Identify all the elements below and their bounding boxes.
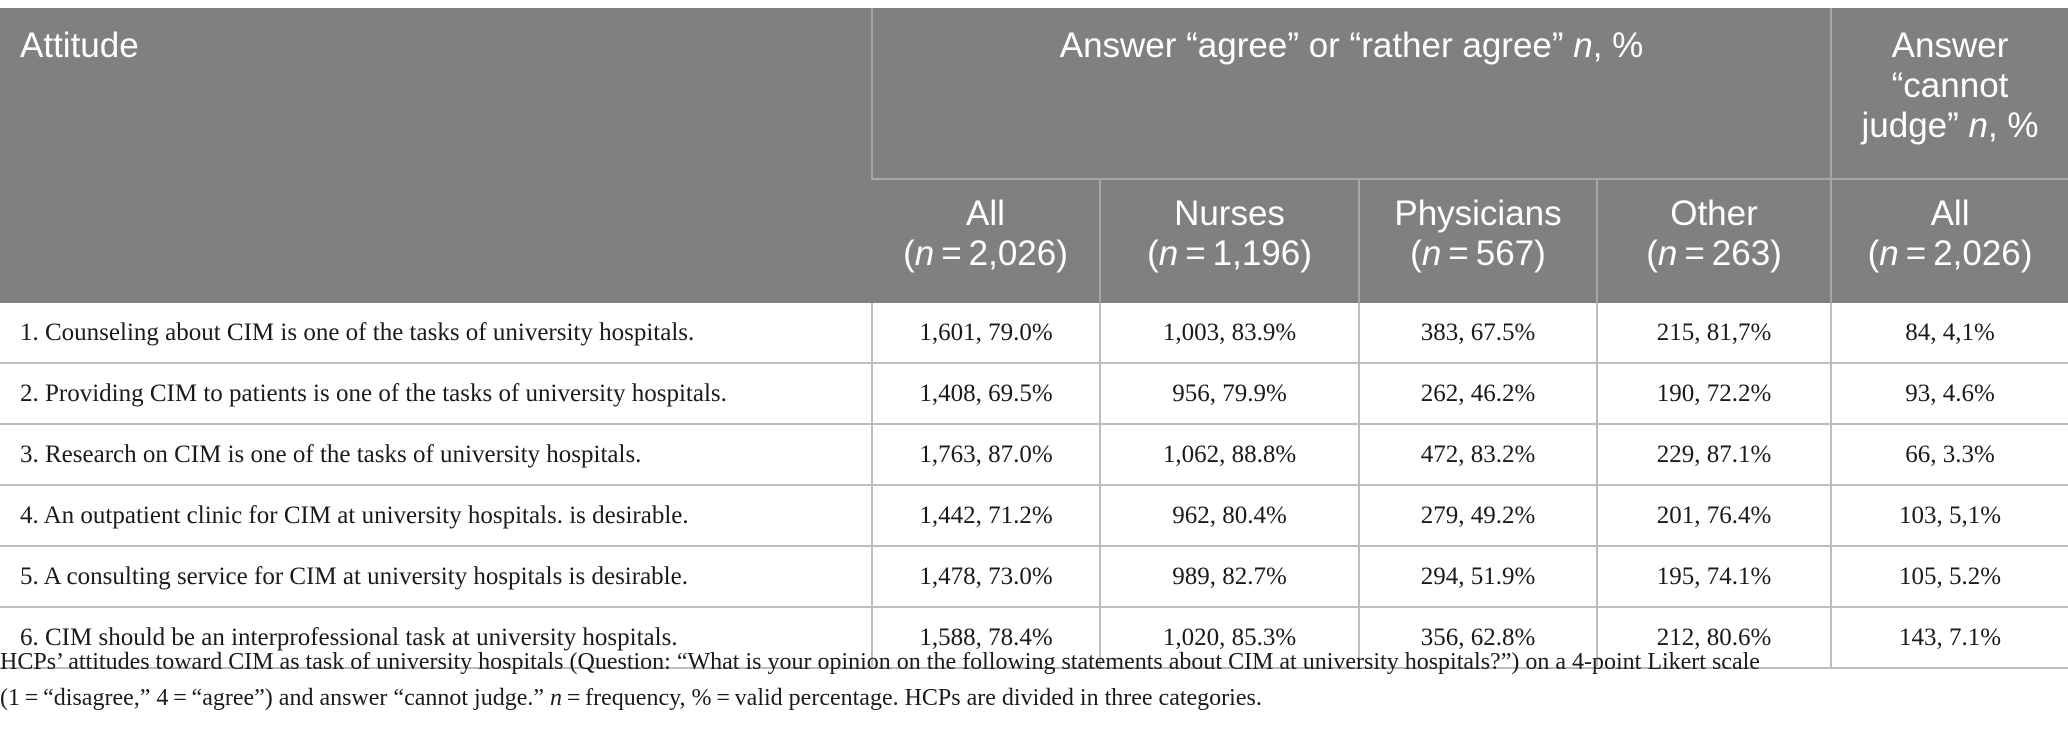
subheader-cannot-all-n: n [1879,234,1899,273]
subheader-physicians-open: ( [1410,234,1422,273]
subheader-other-count: = 263) [1677,234,1782,273]
cell-other: 215, 81,7% [1597,303,1831,363]
cell-all: 1,442, 71.2% [872,485,1100,546]
header-attitude-label: Attitude [20,26,139,65]
cannot-group-line1: Answer [1891,26,2009,65]
table-header [0,8,2068,303]
subheader-cannot-all-label: All [1930,194,1970,233]
cannot-group-line2: “cannot [1891,66,2009,105]
cell-all: 1,408, 69.5% [872,363,1100,424]
table-row [0,485,2068,546]
subheader-physicians-count: = 567) [1441,234,1546,273]
cell-other: 195, 74.1% [1597,546,1831,607]
cell-physicians: 262, 46.2% [1359,363,1597,424]
results-table-container [0,8,2068,669]
cannot-group-suffix: , % [1987,106,2039,145]
subheader-nurses-label: Nurses [1174,194,1285,233]
table-row [0,424,2068,485]
agree-group-suffix: , % [1592,26,1644,65]
cell-all: 1,763, 87.0% [872,424,1100,485]
subheader-physicians [1359,179,1597,303]
cell-cannot-judge: 103, 5,1% [1831,485,2068,546]
cell-all: 1,588, 78.4% [872,607,1100,668]
cell-physicians: 279, 49.2% [1359,485,1597,546]
cell-other: 212, 80.6% [1597,607,1831,668]
subheader-all-count: = 2,026) [934,234,1068,273]
cell-attitude: 2. Providing CIM to patients is one of the tasks of university hospitals. [0,363,872,424]
cell-physicians: 294, 51.9% [1359,546,1597,607]
cell-other: 229, 87.1% [1597,424,1831,485]
subheader-cannot-all-open: ( [1867,234,1880,273]
cell-other: 201, 76.4% [1597,485,1831,546]
cell-attitude: 3. Research on CIM is one of the tasks of university hospitals. [0,424,872,485]
cell-nurses: 962, 80.4% [1100,485,1359,546]
table-row [0,546,2068,607]
subheader-physicians-label: Physicians [1394,194,1562,233]
subheader-all-open: ( [903,234,915,273]
cell-cannot-judge: 66, 3.3% [1831,424,2068,485]
cell-cannot-judge: 84, 4,1% [1831,303,2068,363]
cell-physicians: 356, 62.8% [1359,607,1597,668]
subheader-other-open: ( [1646,234,1658,273]
table-footnote [0,644,2068,716]
cannot-group-line3: judge” [1861,106,1969,145]
cell-nurses: 956, 79.9% [1100,363,1359,424]
cell-nurses: 1,020, 85.3% [1100,607,1359,668]
subheader-other-n: n [1657,234,1678,273]
subheader-other [1597,179,1831,303]
cell-attitude: 1. Counseling about CIM is one of the tasks of university hospitals. [0,303,872,363]
table-row [0,363,2068,424]
subheader-nurses-n: n [1158,234,1179,273]
attitudes-table [0,8,2068,669]
footnote-line2 [0,680,2068,716]
cell-physicians: 472, 83.2% [1359,424,1597,485]
cell-attitude: 4. An outpatient clinic for CIM at university hospitals. is desirable. [0,485,872,546]
cell-all: 1,601, 79.0% [872,303,1100,363]
subheader-cannot-all [1831,179,2068,303]
footnote-line2-n: n [550,685,563,711]
subheader-other-label: Other [1670,194,1758,233]
cell-nurses: 1,062, 88.8% [1100,424,1359,485]
cell-cannot-judge: 93, 4.6% [1831,363,2068,424]
subheader-nurses [1100,179,1359,303]
footnote-line1: HCPs’ attitudes toward CIM as task of university hospitals (Question: “What is your opinion on the following statements about CIM at university hospitals?”) on a 4-point Likert scale [0,649,1760,675]
header-row-groups [0,8,2068,179]
cell-nurses: 989, 82.7% [1100,546,1359,607]
cell-all: 1,478, 73.0% [872,546,1100,607]
cell-attitude: 5. A consulting service for CIM at university hospitals is desirable. [0,546,872,607]
cell-physicians: 383, 67.5% [1359,303,1597,363]
footnote-line2-part-b: = frequency, % = valid percentage. HCPs are divided in three categories. [562,685,1262,711]
subheader-nurses-count: = 1,196) [1178,234,1312,273]
subheader-all-n: n [914,234,935,273]
cell-nurses: 1,003, 83.9% [1100,303,1359,363]
agree-group-n: n [1573,26,1593,65]
cell-attitude: 6. CIM should be an interprofessional task at university hospitals. [0,607,872,668]
subheader-physicians-n: n [1421,234,1442,273]
subheader-cannot-all-count: = 2,026) [1898,234,2033,273]
header-attitude [0,8,872,303]
subheader-all [872,179,1100,303]
agree-group-text: Answer “agree” or “rather agree” [1059,26,1574,65]
table-body [0,303,2068,668]
cell-cannot-judge: 105, 5.2% [1831,546,2068,607]
cannot-group-n: n [1968,106,1988,145]
footnote-line2-part-a: (1 = “disagree,” 4 = “agree”) and answer “cannot judge.” [0,685,551,711]
header-cannot-group [1831,8,2068,179]
cell-other: 190, 72.2% [1597,363,1831,424]
table-row [0,303,2068,363]
cell-cannot-judge: 143, 7.1% [1831,607,2068,668]
header-agree-group [872,8,1831,179]
subheader-all-label: All [966,194,1005,233]
subheader-nurses-open: ( [1147,234,1159,273]
